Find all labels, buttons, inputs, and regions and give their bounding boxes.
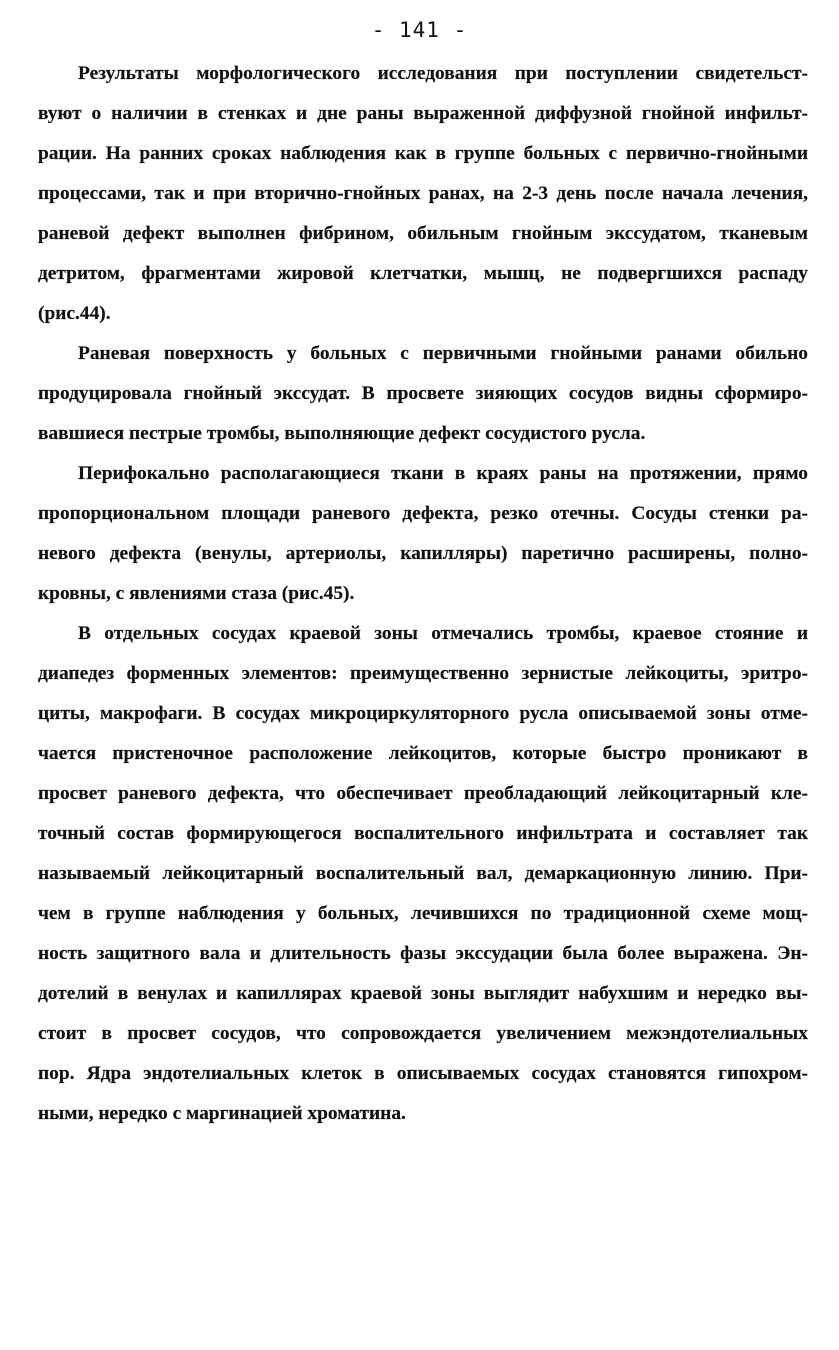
text-line: продуцировала гнойный экссудат. В просвете зияющих сосудов видны сформиро- xyxy=(38,383,808,404)
text-line: дотелий в венулах и капиллярах краевой зоны выглядит набухшим и нередко вы- xyxy=(38,983,808,1004)
text-line: процессами, так и при вторично-гнойных ранах, на 2-3 день после начала лечения, xyxy=(38,183,808,204)
text-line: Раневая поверхность у больных с первичными гнойными ранами обильно xyxy=(78,343,808,364)
text-line: стоит в просвет сосудов, что сопровождается увеличением межэндотелиальных xyxy=(38,1023,808,1044)
text-line: пор. Ядра эндотелиальных клеток в описываемых сосудах становятся гипохром- xyxy=(38,1063,808,1084)
text-line: В отдельных сосудах краевой зоны отмечались тромбы, краевое стояние и xyxy=(78,623,808,644)
text-line: вуют о наличии в стенках и дне раны выраженной диффузной гнойной инфильт- xyxy=(38,103,808,124)
text-line: пропорциональном площади раневого дефекта, резко отечны. Сосуды стенки ра- xyxy=(38,503,808,524)
page-number: - 141 - xyxy=(371,18,468,42)
text-line: циты, макрофаги. В сосудах микроциркуляторного русла описываемой зоны отме- xyxy=(38,703,808,724)
text-line: рации. На ранних сроках наблюдения как в группе больных с первично-гнойными xyxy=(38,143,808,164)
text-line: детритом, фрагментами жировой клетчатки, мышц, не подвергшихся распаду xyxy=(38,263,808,284)
text-line: раневой дефект выполнен фибрином, обильным гнойным экссудатом, тканевым xyxy=(38,223,808,244)
text-line: ными, нередко с маргинацией хроматина. xyxy=(38,1103,406,1124)
text-line: чем в группе наблюдения у больных, лечившихся по традиционной схеме мощ- xyxy=(38,903,808,924)
body-text xyxy=(38,54,808,1134)
text-line: кровны, с явлениями стаза (рис.45). xyxy=(38,583,355,604)
text-line: диапедез форменных элементов: преимущественно зернистые лейкоциты, эритро- xyxy=(38,663,808,684)
text-line: ность защитного вала и длительность фазы экссудации была более выражена. Эн- xyxy=(38,943,808,964)
text-line: Результаты морфологического исследования при поступлении свидетельст- xyxy=(78,63,808,84)
text-line: невого дефекта (венулы, артериолы, капилляры) паретично расширены, полно- xyxy=(38,543,808,564)
text-line: точный состав формирующегося воспалительного инфильтрата и составляет так xyxy=(38,823,808,844)
text-line: чается пристеночное расположение лейкоцитов, которые быстро проникают в xyxy=(38,743,808,764)
text-line: вавшиеся пестрые тромбы, выполняющие дефект сосудистого русла. xyxy=(38,423,646,444)
text-line: (рис.44). xyxy=(38,303,111,324)
text-line: просвет раневого дефекта, что обеспечивает преобладающий лейкоцитарный кле- xyxy=(38,783,808,804)
text-line: называемый лейкоцитарный воспалительный вал, демаркационную линию. При- xyxy=(38,863,808,884)
text-line: Перифокально располагающиеся ткани в краях раны на протяжении, прямо xyxy=(78,463,808,484)
